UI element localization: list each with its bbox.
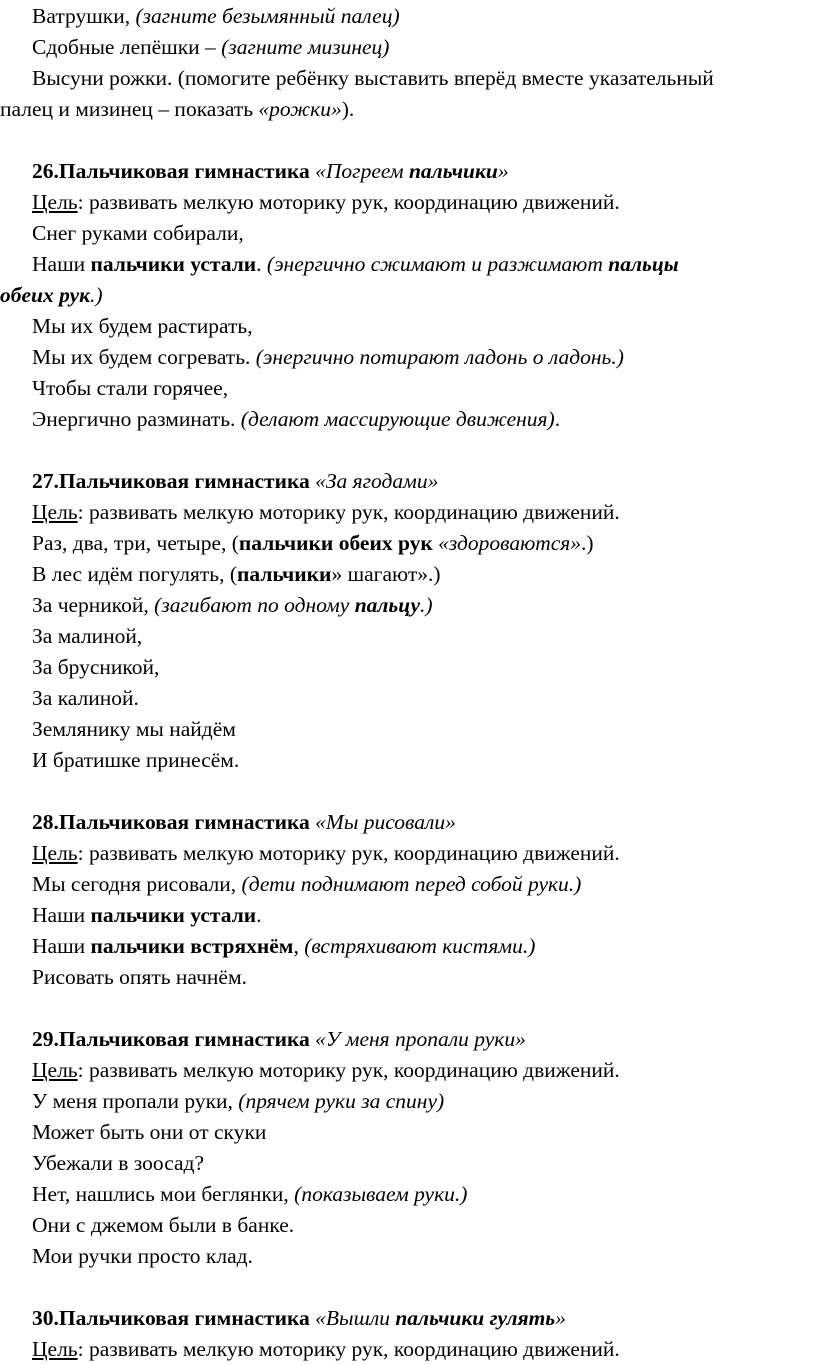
exercise-27-heading: 27.Пальчиковая гимнастика «За ягодами» bbox=[32, 469, 439, 493]
exercise-27-goal: Цель: развивать мелкую моторику рук, координацию движений. bbox=[32, 500, 620, 524]
exercise-27-line-7: Землянику мы найдём bbox=[32, 717, 236, 741]
exercise-30-goal: Цель: развивать мелкую моторику рук, координацию движений. bbox=[32, 1337, 620, 1361]
exercise-26-line-2: Наши пальчики устали. (энергично сжимают и разжимают пальцы bbox=[32, 252, 679, 276]
exercise-29-line-2: Может быть они от скуки bbox=[32, 1120, 267, 1144]
exercise-27-line-8: И братишке принесём. bbox=[32, 748, 240, 772]
spacer bbox=[0, 1272, 816, 1303]
intro-line-4: палец и мизинец – показать «рожки»). bbox=[0, 97, 355, 121]
exercise-26-heading: 26.Пальчиковая гимнастика «Погреем пальчики» bbox=[32, 159, 509, 183]
exercise-29-line-3: Убежали в зоосад? bbox=[32, 1151, 205, 1175]
exercise-29-line-1: У меня пропали руки, (прячем руки за спину) bbox=[32, 1089, 445, 1113]
exercise-29-line-4: Нет, нашлись мои беглянки, (показываем руки.) bbox=[32, 1182, 468, 1206]
exercise-30-heading: 30.Пальчиковая гимнастика «Вышли пальчики гулять» bbox=[32, 1306, 566, 1330]
exercise-29-goal: Цель: развивать мелкую моторику рук, координацию движений. bbox=[32, 1058, 620, 1082]
exercise-26-line-3: обеих рук.) bbox=[0, 283, 103, 307]
exercise-28-line-1: Мы сегодня рисовали, (дети поднимают перед собой руки.) bbox=[32, 872, 582, 896]
exercise-26-line-6: Чтобы стали горячее, bbox=[32, 376, 229, 400]
spacer bbox=[0, 776, 816, 807]
exercise-28-heading: 28.Пальчиковая гимнастика «Мы рисовали» bbox=[32, 810, 456, 834]
exercise-26-line-7: Энергично разминать. (делают массирующие движения). bbox=[32, 407, 561, 431]
exercise-29-heading: 29.Пальчиковая гимнастика «У меня пропали руки» bbox=[32, 1027, 526, 1051]
intro-line-3: Высуни рожки. (помогите ребёнку выставить вперёд вместе указательный bbox=[32, 66, 714, 90]
intro-line-2: Сдобные лепёшки – (загните мизинец) bbox=[32, 35, 390, 59]
exercise-27-line-1: Раз, два, три, четыре, (пальчики обеих рук «здороваются».) bbox=[32, 531, 594, 555]
exercise-26-goal: Цель: развивать мелкую моторику рук, координацию движений. bbox=[32, 190, 620, 214]
exercise-27-line-2: В лес идём погулять, (пальчики» шагают».) bbox=[32, 562, 441, 586]
exercise-28-goal: Цель: развивать мелкую моторику рук, координацию движений. bbox=[32, 841, 620, 865]
exercise-27-line-3: За черникой, (загибают по одному пальцу.) bbox=[32, 593, 433, 617]
exercise-26-line-4: Мы их будем растирать, bbox=[32, 314, 253, 338]
exercise-26-line-5: Мы их будем согревать. (энергично потирают ладонь о ладонь.) bbox=[32, 345, 624, 369]
exercise-27-line-4: За малиной, bbox=[32, 624, 143, 648]
exercise-28-line-3: Наши пальчики встряхнём, (встряхивают кистями.) bbox=[32, 934, 536, 958]
exercise-26-line-1: Снег руками собирали, bbox=[32, 221, 244, 245]
intro-line-1: Ватрушки, (загните безымянный палец) bbox=[32, 4, 400, 28]
exercise-29-line-6: Мои ручки просто клад. bbox=[32, 1244, 253, 1268]
exercise-29-line-5: Они с джемом были в банке. bbox=[32, 1213, 295, 1237]
exercise-28-line-2: Наши пальчики устали. bbox=[32, 903, 262, 927]
spacer bbox=[0, 993, 816, 1024]
exercise-27-line-5: За брусникой, bbox=[32, 655, 160, 679]
exercise-27-line-6: За калиной. bbox=[32, 686, 139, 710]
spacer bbox=[0, 125, 816, 156]
exercise-28-line-4: Рисовать опять начнём. bbox=[32, 965, 247, 989]
spacer bbox=[0, 435, 816, 466]
